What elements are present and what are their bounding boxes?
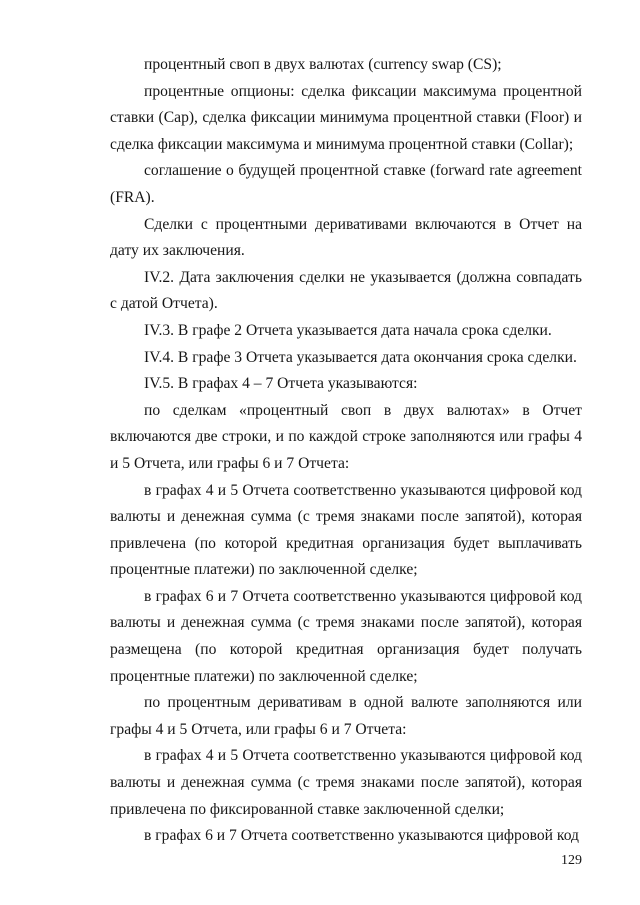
paragraph-single-currency-derivatives: по процентным деривативам в одной валюте заполняются или графы 4 и 5 Отчета, или графы 6 и 7 Отчета: — [110, 694, 582, 738]
paragraph-iv-5: IV.5. В графах 4 – 7 Отчета указываются: — [144, 375, 418, 393]
paragraph-columns-6-7-continued: в графах 6 и 7 Отчета соответственно указываются цифровой код — [144, 827, 579, 845]
paragraph-interest-options: процентные опционы: сделка фиксации максимума процентной ставки (Cap), сделка фиксации минимума процентной ставки (Floor) и сделка фиксации максимума и минимума процентной ставки (Collar); — [110, 82, 582, 153]
paragraph-currency-swap: процентный своп в двух валютах (currency swap (CS); — [144, 56, 502, 73]
paragraph-fra: соглашение о будущей процентной ставке (forward rate agreement (FRA). — [110, 162, 582, 206]
paragraph-iv-3: IV.3. В графе 2 Отчета указывается дата начала срока сделки. — [144, 321, 552, 339]
paragraph-columns-6-7-placed: в графах 6 и 7 Отчета соответственно указываются цифровой код валюты и денежная сумма (с тремя знаками после запятой), которая размещена (по которой кредитная организация будет получать процентные платежи) по заключенной сделке; — [110, 587, 582, 685]
paragraph-iv-2: IV.2. Дата заключения сделки не указывается (должна совпадать с датой Отчета). — [110, 268, 582, 313]
paragraph-inclusion-date: Сделки с процентными деривативами включаются в Отчет на дату их заключения. — [110, 215, 582, 260]
paragraph-columns-4-5-fixed-rate: в графах 4 и 5 Отчета соответственно указываются цифровой код валюты и денежная сумма (с тремя знаками после запятой), которая привлечена по фиксированной ставке заключенной сделки; — [110, 747, 582, 818]
paragraph-iv-4: IV.4. В графе 3 Отчета указывается дата окончания срока сделки. — [144, 348, 577, 366]
paragraph-two-currency-swap-rows: по сделкам «процентный своп в двух валютах» в Отчет включаются две строки, и по каждой строке заполняются или графы 4 и 5 Отчета, или графы 6 и 7 Отчета: — [110, 401, 582, 472]
paragraph-columns-4-5-attracted: в графах 4 и 5 Отчета соответственно указываются цифровой код валюты и денежная сумма (с тремя знаками после запятой), которая привлечена (по которой кредитная организация будет выплачивать процентные платежи) по заключенной сделке; — [110, 481, 582, 579]
page-number: 129 — [561, 853, 582, 868]
